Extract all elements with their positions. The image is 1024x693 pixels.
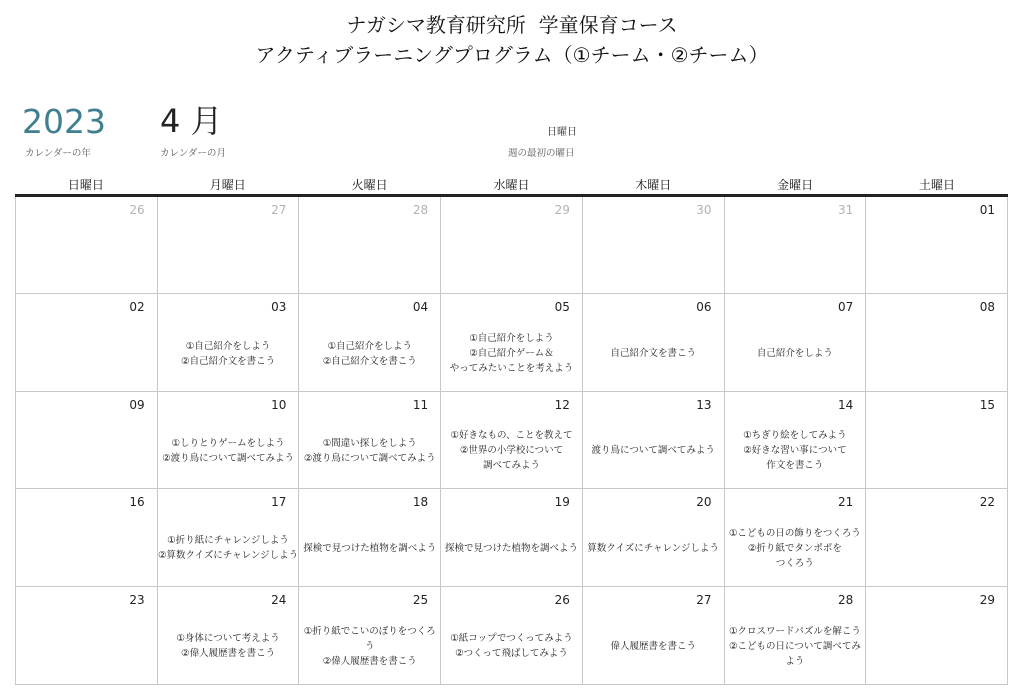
event-line: ②渡り鳥について調べてみよう: [162, 452, 294, 464]
day-event: [583, 615, 724, 678]
calendar-month[interactable]: 4 月: [160, 102, 223, 140]
day-cell[interactable]: [583, 587, 725, 684]
event-line: ①好きなもの、ことを教えて: [450, 430, 573, 442]
day-number: 06: [696, 300, 712, 315]
event-line: 算数クイズにチャレンジしよう: [587, 542, 720, 554]
day-event: [299, 322, 440, 384]
day-cell[interactable]: [158, 392, 300, 489]
day-event: [725, 615, 866, 678]
day-number: 16: [129, 495, 145, 510]
day-cell[interactable]: [866, 294, 1008, 391]
day-number: 28: [838, 592, 854, 607]
day-cell[interactable]: [16, 197, 158, 294]
event-line: 自己紹介をしよう: [756, 348, 833, 360]
day-cell[interactable]: [725, 587, 867, 684]
day-number: 29: [554, 203, 570, 217]
day-number: 09: [129, 397, 145, 412]
event-line: ①身体について考えよう: [176, 633, 280, 645]
event-line: ②つくって飛ばしてみよう: [455, 648, 568, 660]
day-cell[interactable]: [725, 392, 867, 489]
day-cell[interactable]: [299, 197, 441, 294]
day-number: 08: [979, 300, 995, 315]
day-event: [583, 420, 724, 482]
event-line: ①紙コップでつくってみよう: [450, 633, 573, 645]
event-line: ①折り紙にチャレンジしよう: [167, 535, 289, 547]
event-line: ①折り紙でこいのぼりをつくろう: [303, 625, 436, 652]
day-number: 27: [696, 592, 712, 607]
event-line: つくろう: [775, 557, 814, 569]
day-number: 15: [979, 397, 995, 412]
event-line: ②自己紹介ゲーム＆: [469, 348, 554, 360]
day-number: 26: [129, 203, 145, 217]
day-number: 19: [554, 495, 570, 510]
day-number: 24: [271, 592, 287, 607]
day-cell[interactable]: [866, 489, 1008, 586]
calendar-month-caption: カレンダーの月: [160, 148, 226, 159]
day-number: 28: [412, 203, 429, 217]
day-event: [299, 517, 440, 579]
event-line: ①しりとりゲームをしよう: [171, 437, 285, 449]
day-event: [441, 322, 582, 384]
event-line: ①自己紹介をしよう: [469, 333, 554, 345]
day-cell[interactable]: [725, 294, 867, 391]
event-line: 探検で見つけた植物を調べよう: [444, 542, 578, 554]
page-title: [0, 10, 1024, 70]
day-number: 27: [271, 203, 287, 217]
event-line: 渡り鳥について調べてみよう: [591, 445, 715, 457]
day-number: 17: [271, 495, 287, 510]
event-line: 探検で見つけた植物を調べよう: [303, 542, 437, 554]
event-line: ①間違い探しをしよう: [322, 437, 417, 449]
event-line: ②世界の小学校について: [459, 445, 564, 457]
day-number: 07: [838, 300, 854, 315]
event-line: ②算数クイズにチャレンジしよう: [157, 550, 299, 562]
event-line: ①こどもの日の飾りをつくろう: [728, 527, 861, 539]
event-line: やってみたいことを考えよう: [449, 363, 574, 375]
day-number: 12: [554, 397, 570, 412]
day-event: [158, 615, 299, 678]
day-event: [725, 517, 866, 579]
day-cell[interactable]: [158, 197, 300, 294]
day-event: [441, 615, 582, 678]
week-start-day[interactable]: 日曜日: [547, 127, 577, 138]
day-cell[interactable]: [583, 197, 725, 294]
day-cell[interactable]: [583, 294, 725, 391]
title-line-2: アクティブラーニングプログラム（①チーム・②チーム）: [255, 43, 769, 67]
day-cell[interactable]: [16, 294, 158, 391]
day-cell[interactable]: [16, 489, 158, 586]
weekday-label: 火曜日: [351, 178, 388, 192]
day-cell[interactable]: [299, 294, 441, 391]
day-number: 26: [554, 592, 570, 607]
day-cell[interactable]: [725, 489, 867, 586]
day-event: [441, 517, 582, 579]
weekday-label: 水曜日: [493, 178, 530, 192]
day-cell[interactable]: [583, 489, 725, 586]
day-number: 22: [979, 495, 995, 510]
day-event: [158, 322, 299, 384]
event-line: ②偉人履歴書を書こう: [181, 648, 276, 660]
day-number: 04: [412, 300, 429, 315]
day-cell[interactable]: [16, 587, 158, 684]
day-cell[interactable]: [299, 489, 441, 586]
weekday-header: [15, 176, 1008, 194]
event-line: ②自己紹介文を書こう: [181, 355, 276, 367]
day-number: 30: [696, 203, 712, 217]
day-cell[interactable]: [583, 392, 725, 489]
event-line: 自己紹介文を書こう: [610, 348, 696, 360]
day-cell[interactable]: [299, 392, 441, 489]
event-line: 偉人履歴書を書こう: [610, 640, 696, 652]
calendar-grid: [15, 197, 1008, 685]
event-line: ②偉人履歴書を書こう: [322, 655, 417, 667]
day-cell[interactable]: [441, 392, 583, 489]
event-line: ①自己紹介をしよう: [327, 340, 413, 352]
weekday-label: 月曜日: [209, 178, 246, 192]
day-number: 13: [696, 397, 712, 412]
week-start-day-caption: 週の最初の曜日: [508, 148, 575, 159]
day-number: 18: [412, 495, 429, 510]
day-number: 05: [554, 300, 570, 315]
day-cell[interactable]: [441, 587, 583, 684]
day-number: 29: [979, 592, 995, 607]
calendar-year-caption: カレンダーの年: [25, 148, 91, 159]
event-line: ①クロスワードパズルを解こう: [729, 625, 861, 637]
day-number: 10: [271, 397, 287, 412]
event-line: ②折り紙でタンポポを: [747, 542, 842, 554]
day-number: 01: [979, 203, 995, 217]
day-number: 23: [129, 592, 145, 607]
day-number: 02: [129, 300, 145, 315]
weekday-label: 日曜日: [67, 178, 104, 192]
event-line: ①ちぎり絵をしてみよう: [743, 430, 847, 442]
day-cell[interactable]: [16, 392, 158, 489]
day-event: [158, 517, 299, 579]
day-cell[interactable]: [441, 489, 583, 586]
day-cell[interactable]: [725, 197, 867, 294]
day-event: [583, 322, 724, 384]
calendar-year[interactable]: 2023: [22, 102, 106, 141]
event-line: ②自己紹介文を書こう: [322, 355, 417, 367]
weekday-label: 金曜日: [777, 178, 814, 192]
day-number: 14: [838, 397, 854, 412]
day-number: 20: [696, 495, 712, 510]
event-line: ②渡り鳥について調べてみよう: [303, 452, 436, 464]
event-line: 調べてみよう: [482, 460, 540, 472]
day-event: [583, 517, 724, 579]
day-cell[interactable]: [158, 489, 300, 586]
day-cell[interactable]: [441, 197, 583, 294]
day-cell[interactable]: [158, 294, 300, 391]
event-line: ②好きな習い事について: [743, 445, 847, 457]
day-event: [299, 420, 440, 482]
day-cell[interactable]: [866, 392, 1008, 489]
day-event: [725, 420, 866, 482]
day-number: 11: [412, 397, 429, 412]
event-line: ①自己紹介をしよう: [185, 340, 271, 352]
day-cell[interactable]: [299, 587, 441, 684]
day-cell[interactable]: [866, 197, 1008, 294]
day-number: 21: [838, 495, 854, 510]
day-event: [299, 615, 440, 678]
day-number: 31: [838, 203, 854, 217]
day-cell[interactable]: [158, 587, 300, 684]
day-event: [725, 322, 866, 384]
day-cell[interactable]: [441, 294, 583, 391]
day-event: [441, 420, 582, 482]
event-line: ②こどもの日について調べてみよう: [729, 640, 861, 667]
day-cell[interactable]: [866, 587, 1008, 684]
weekday-label: 木曜日: [635, 178, 672, 192]
day-event: [158, 420, 299, 482]
weekday-label: 土曜日: [918, 178, 955, 192]
day-number: 25: [412, 592, 429, 607]
day-number: 03: [271, 300, 287, 315]
title-line-1: ナガシマ教育研究所 学童保育コース: [346, 13, 678, 37]
event-line: 作文を書こう: [766, 460, 824, 472]
